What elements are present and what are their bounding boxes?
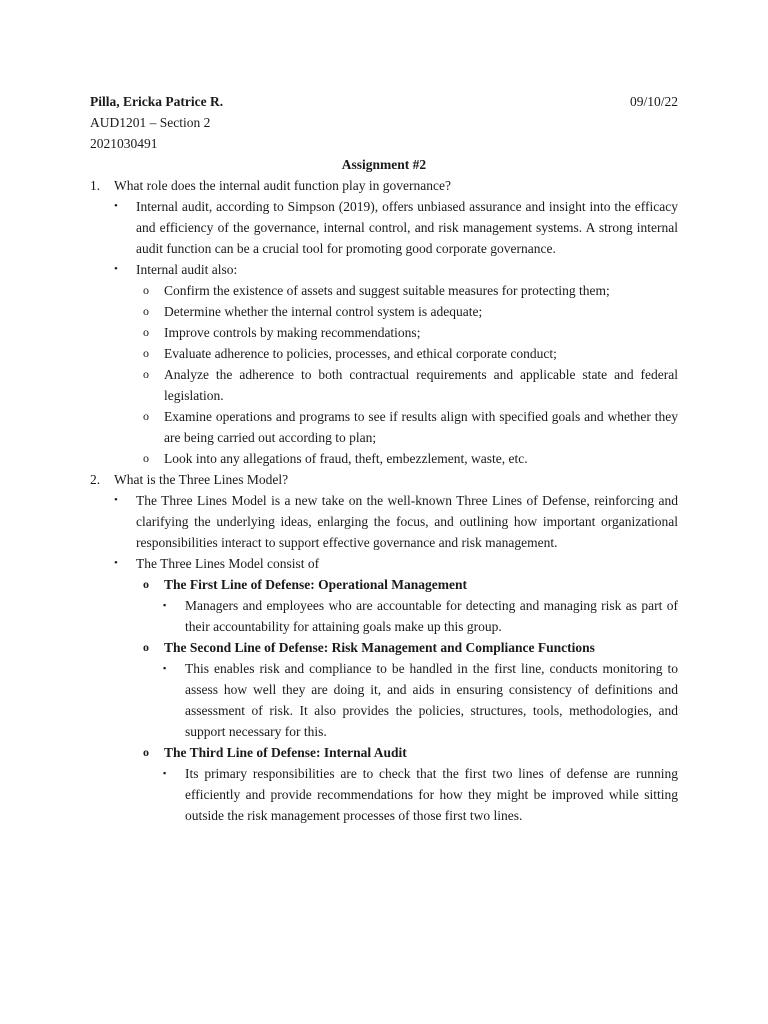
sub-item-text: Look into any allegations of fraud, theft, embezzlement, waste, etc. bbox=[164, 451, 528, 466]
sub-list-item bbox=[143, 406, 678, 448]
list-item bbox=[114, 490, 678, 553]
header-row bbox=[90, 91, 678, 112]
circle-marker: o bbox=[143, 409, 149, 423]
submission-date: 09/10/22 bbox=[629, 94, 678, 109]
question-2 bbox=[90, 469, 678, 490]
list-item bbox=[114, 553, 678, 574]
list-item bbox=[114, 259, 678, 280]
square-marker: ▪ bbox=[163, 600, 167, 610]
question-text: What is the Three Lines Model? bbox=[114, 472, 289, 487]
detail-text: Managers and employees who are accountable for detecting and managing risk as part of their accountability for attaining goals make up this group. bbox=[185, 598, 678, 634]
line-of-defense-detail bbox=[163, 595, 678, 637]
student-name: Pilla, Ericka Patrice R. bbox=[90, 94, 224, 109]
line-of-defense-detail bbox=[163, 658, 678, 742]
question-1 bbox=[90, 175, 678, 196]
answer-text: Internal audit also: bbox=[136, 262, 238, 277]
bullet-marker: • bbox=[114, 200, 118, 212]
answer-text: The Three Lines Model is a new take on the well-known Three Lines of Defense, reinforcing and clarifying the underlying ideas, enlarging the focus, and outlining how important organizational responsibilities interact to support effective governance and risk management. bbox=[136, 493, 678, 550]
heading-text: The Second Line of Defense: Risk Management and Compliance Functions bbox=[164, 640, 595, 655]
square-marker: ▪ bbox=[163, 663, 167, 673]
question-text: What role does the internal audit function play in governance? bbox=[114, 178, 451, 193]
line-of-defense-heading bbox=[143, 742, 678, 763]
bullet-marker: • bbox=[114, 263, 118, 275]
circle-marker: o bbox=[143, 640, 149, 654]
square-marker: ▪ bbox=[163, 768, 167, 778]
sub-item-text: Improve controls by making recommendations; bbox=[164, 325, 421, 340]
circle-marker: o bbox=[143, 577, 149, 591]
sub-item-text: Analyze the adherence to both contractual requirements and applicable state and federal legislation. bbox=[164, 367, 678, 403]
question-number: 2. bbox=[90, 472, 101, 487]
sub-list-item bbox=[143, 322, 678, 343]
sub-item-text: Determine whether the internal control system is adequate; bbox=[164, 304, 483, 319]
sub-list-item bbox=[143, 280, 678, 301]
bullet-marker: • bbox=[114, 494, 118, 506]
circle-marker: o bbox=[143, 346, 149, 360]
question-number: 1. bbox=[90, 178, 101, 193]
course-section: AUD1201 – Section 2 bbox=[90, 115, 211, 130]
answer-text: The Three Lines Model consist of bbox=[136, 556, 320, 571]
sub-list-item bbox=[143, 448, 678, 469]
circle-marker: o bbox=[143, 283, 149, 297]
line-of-defense-heading bbox=[143, 637, 678, 658]
sub-list-item bbox=[143, 343, 678, 364]
circle-marker: o bbox=[143, 745, 149, 759]
sub-item-text: Evaluate adherence to policies, processes, and ethical corporate conduct; bbox=[164, 346, 557, 361]
student-id: 2021030491 bbox=[90, 136, 158, 151]
line-of-defense-detail bbox=[163, 763, 678, 826]
list-item bbox=[114, 196, 678, 259]
detail-text: This enables risk and compliance to be handled in the first line, conducts monitoring to assess how well they are doing it, and aids in ensuring consistency of definitions and assessment of risk. It also provides the policies, structures, tools, methodologies, and support necessary for this. bbox=[185, 661, 678, 739]
line-of-defense-heading bbox=[143, 574, 678, 595]
heading-text: The First Line of Defense: Operational Management bbox=[164, 577, 467, 592]
sub-item-text: Confirm the existence of assets and suggest suitable measures for protecting them; bbox=[164, 283, 610, 298]
document-body bbox=[90, 91, 678, 826]
heading-text: The Third Line of Defense: Internal Audit bbox=[164, 745, 407, 760]
circle-marker: o bbox=[143, 451, 149, 465]
assignment-title: Assignment #2 bbox=[341, 157, 427, 172]
sub-list-item bbox=[143, 364, 678, 406]
sub-list-item bbox=[143, 301, 678, 322]
detail-text: Its primary responsibilities are to check that the first two lines of defense are running efficiently and provide recommendations for how they might be improved while sitting outside the risk management processes of those first two lines. bbox=[185, 766, 678, 823]
circle-marker: o bbox=[143, 367, 149, 381]
answer-text: Internal audit, according to Simpson (2019), offers unbiased assurance and insight into the efficacy and efficiency of the governance, internal control, and risk management systems. A strong internal audit function can be a crucial tool for promoting good corporate governance. bbox=[136, 199, 678, 256]
bullet-marker: • bbox=[114, 557, 118, 569]
circle-marker: o bbox=[143, 325, 149, 339]
sub-item-text: Examine operations and programs to see if results align with specified goals and whether they are being carried out according to plan; bbox=[164, 409, 678, 445]
circle-marker: o bbox=[143, 304, 149, 318]
